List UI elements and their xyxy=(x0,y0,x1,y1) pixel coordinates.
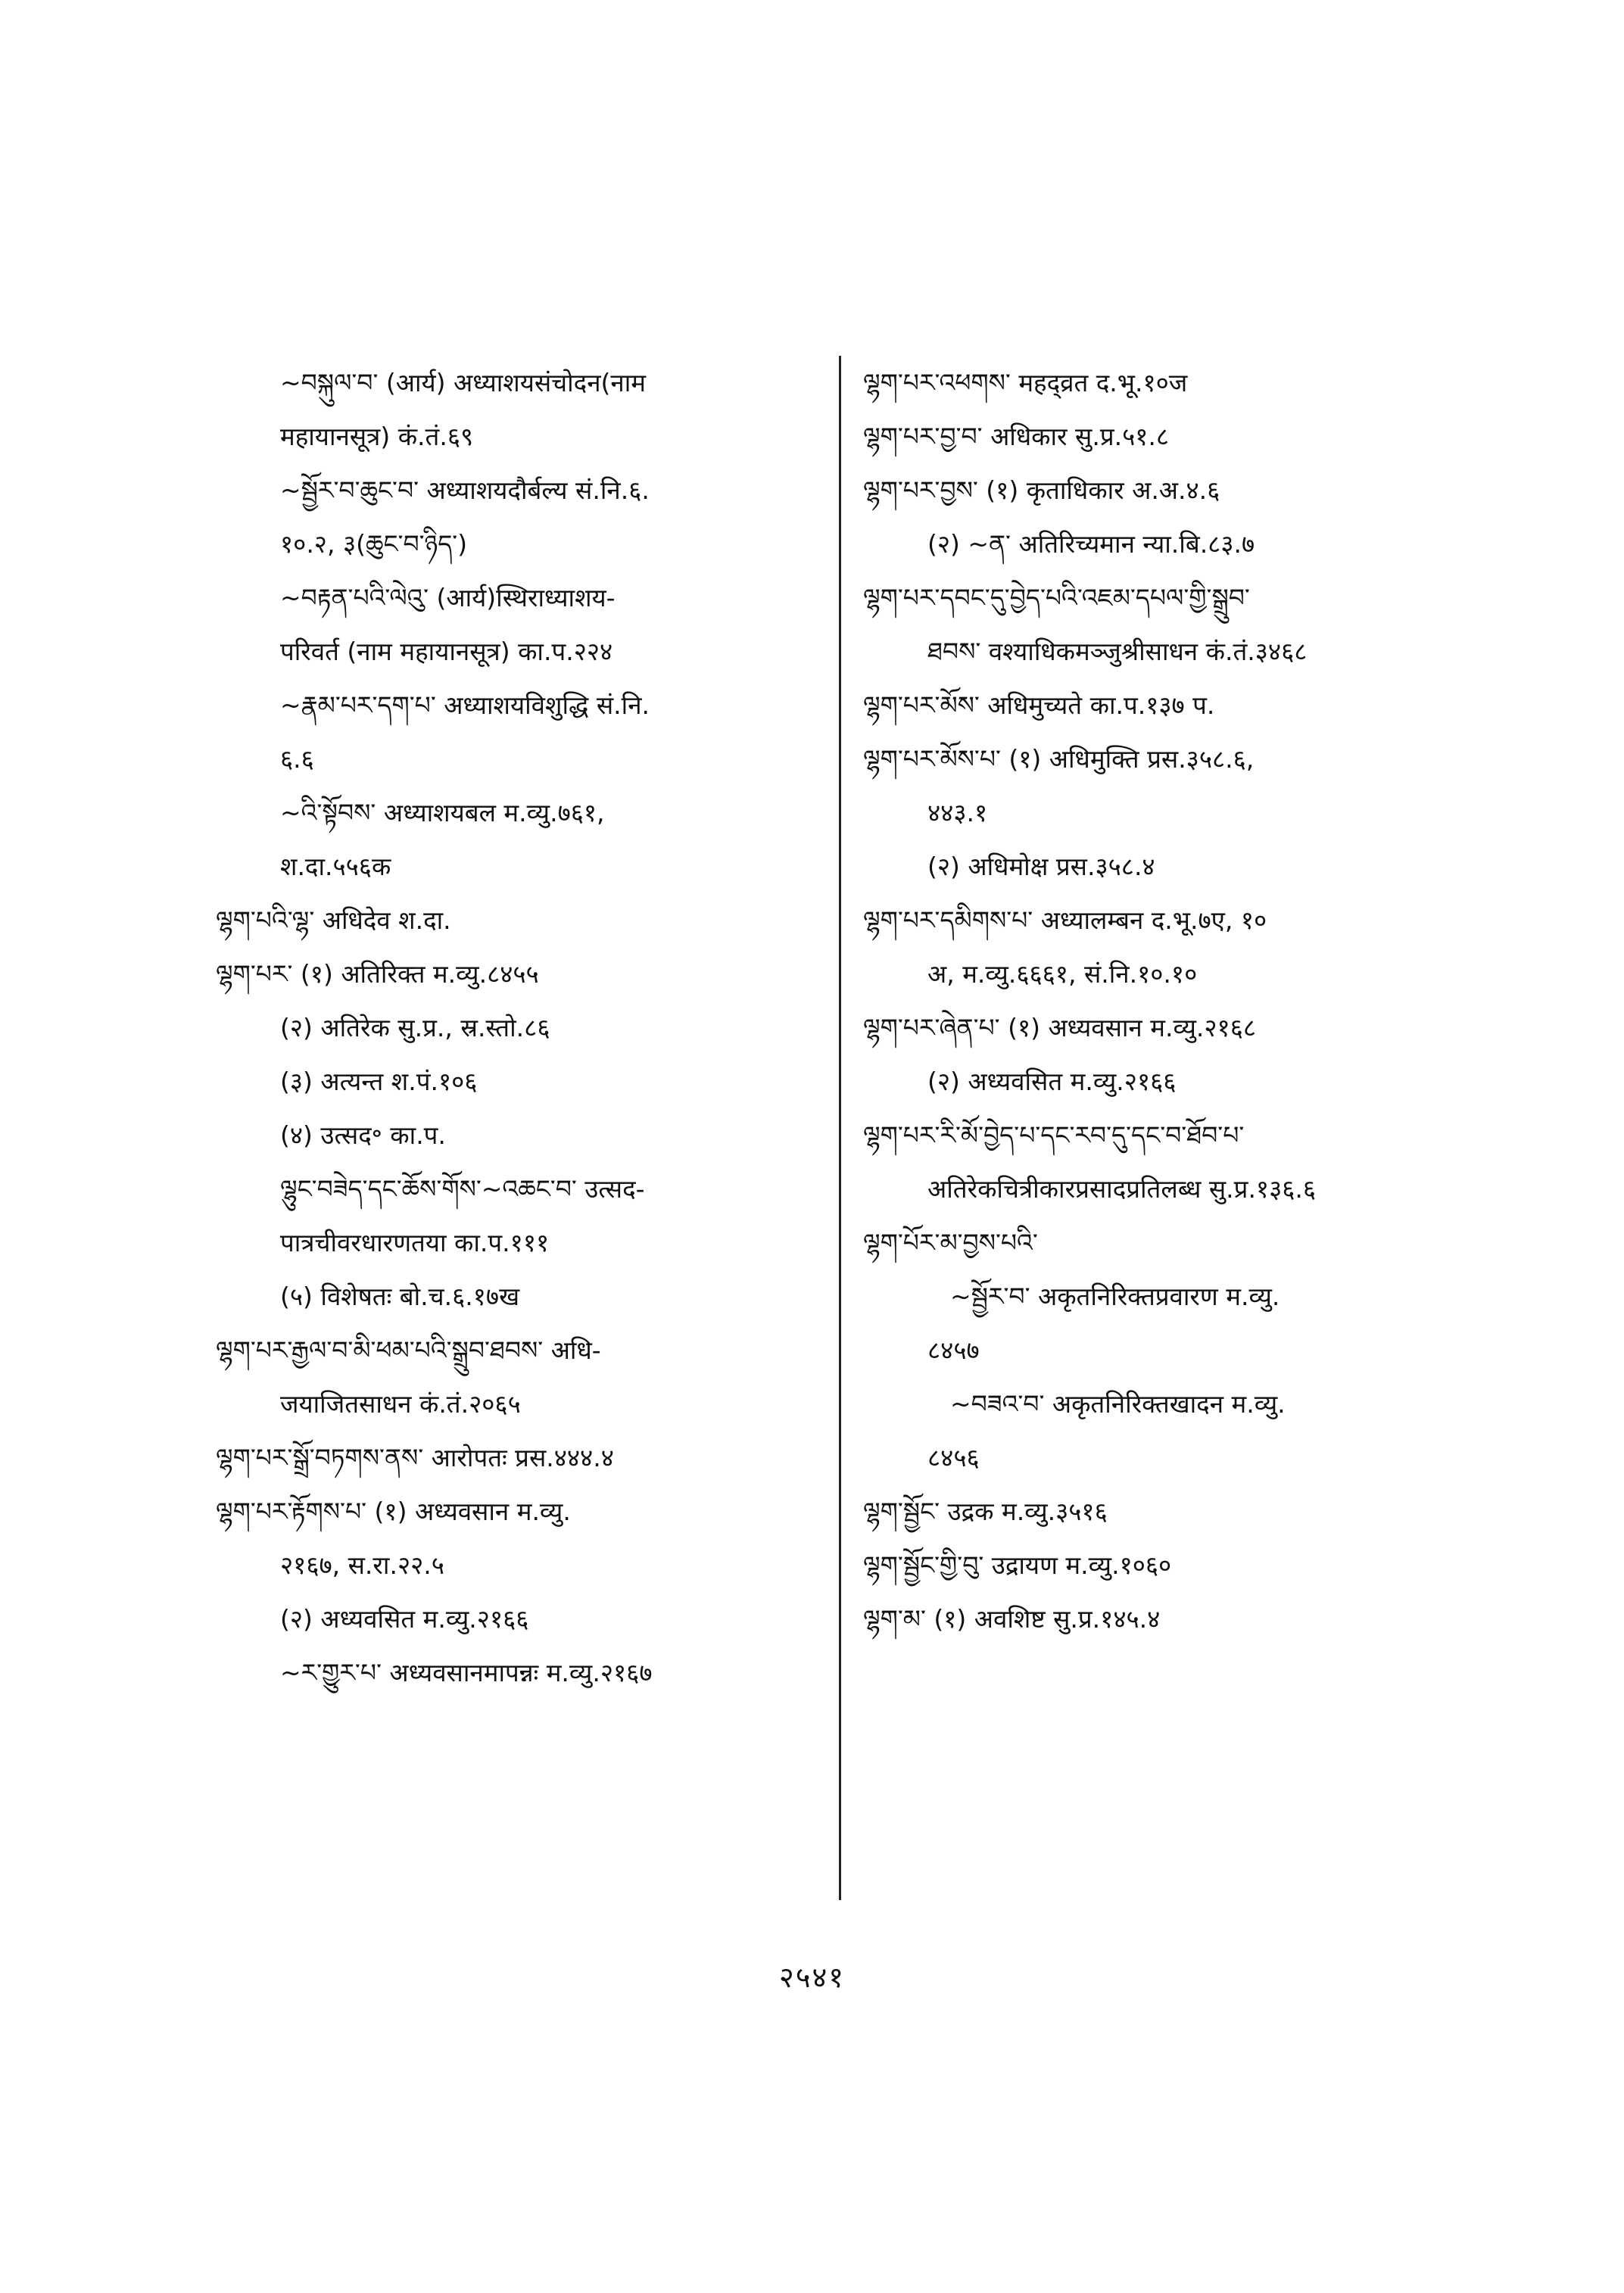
column-divider xyxy=(839,356,841,1900)
dictionary-entry-line: ལྷག་པར་དབང་དུ་བྱེད་པའི་འཇམ་དཔལ་གྱི་སྒྲུབ་ xyxy=(863,583,1250,612)
dictionary-entry-line: ལྷག་སྦྱོང་གྱི་བུ་ उद्रायण म.व्यु.१०६० xyxy=(863,1550,1172,1580)
dictionary-entry-line: ལྷག་པའི་ལྷ་ अधिदेव श.दा. xyxy=(216,905,451,935)
dictionary-entry-line: २१६७, स.रा.२२.५ xyxy=(280,1550,444,1580)
dictionary-entry-line: ४४३.१ xyxy=(927,798,988,827)
dictionary-entry-line: ८४५७ xyxy=(927,1335,980,1365)
left-column xyxy=(216,356,829,1699)
dictionary-entry-line: ८४५६ xyxy=(927,1443,980,1472)
dictionary-entry-line: ལྷག་པར་བྱ་བ་ अधिकार सु.प्र.५१.८ xyxy=(863,422,1170,451)
dictionary-entry-line: (२) अध्यवसित म.व्यु.२१६६ xyxy=(280,1604,529,1634)
dictionary-entry-line: (२) अतिरेक सु.प्र., स्र.स्तो.८६ xyxy=(280,1013,550,1042)
dictionary-entry-line: ལྷག་པར་བྱས་ (१) कृताधिकार अ.अ.४.६ xyxy=(863,475,1220,505)
dictionary-entry-line: ལྷག་མ་ (१) अवशिष्ट सु.प्र.१४५.४ xyxy=(863,1604,1161,1634)
dictionary-entry-line: अतिरेकचित्रीकारप्रसादप्रतिलब्ध सु.प्र.१३६.६ xyxy=(927,1174,1317,1204)
right-column xyxy=(863,356,1469,1646)
dictionary-entry-line: ལྷག་པར་རྒྱལ་བ་མི་ཕམ་པའི་སྒྲུབ་ཐབས་ अधि- xyxy=(216,1335,601,1365)
dictionary-entry-line: परिवर्त (नाम महायानसूत्र) का.प.२२४ xyxy=(280,637,613,666)
dictionary-entry-line: ~སྦྱོར་བ་ཆུང་བ་ अध्याशयदौर्बल्य सं.नि.६. xyxy=(280,475,650,505)
dictionary-entry-line: ལྷག་པར་སྒྲོ་བཏགས་ནས་ आरोपतः प्रस.४४४.४ xyxy=(216,1443,614,1472)
dictionary-entry-line: ལྷག་པར་ཞེན་པ་ (१) अध्यवसान म.व्यु.२१६८ xyxy=(863,1013,1257,1042)
dictionary-entry-line: ཐབས་ वश्याधिकमञ्जुश्रीसाधन कं.तं.३४६८ xyxy=(927,637,1308,666)
dictionary-entry-line: महायानसूत्र) कं.तं.६९ xyxy=(280,422,474,451)
dictionary-entry-line: ལྷག་པར་ (१) अतिरिक्त म.व्यु.८४५५ xyxy=(216,959,539,989)
dictionary-entry-line: ལྷག་པར་རྟོགས་པ་ (१) अध्यवसान म.व्यु. xyxy=(216,1497,571,1526)
dictionary-entry-line: ལྷག་པར་རི་མོ་བྱེད་པ་དང་རབ་དུ་དང་བ་ཐོབ་པ་ xyxy=(863,1120,1245,1150)
dictionary-entry-line: (४) उत्सद॰ का.प. xyxy=(280,1120,446,1150)
dictionary-entry-line: ལྷག་པར་དམིགས་པ་ अध्यालम्बन द.भू.७ए, १० xyxy=(863,905,1267,935)
dictionary-entry-line: (२) अधिमोक्ष प्रस.३५८.४ xyxy=(927,852,1155,881)
dictionary-entry-line: ལྷག་པར་འཕགས་ महद्व्रत द.भू.१०ज xyxy=(863,368,1188,397)
dictionary-entry-line: ལྷུང་བཟེད་དང་ཆོས་གོས་~འཆང་བ་ उत्सद- xyxy=(280,1174,645,1204)
dictionary-entry-line: श.दा.५५६क xyxy=(280,852,391,881)
dictionary-entry-line: ལྷག་པོར་མ་བྱས་པའི་ xyxy=(863,1228,1038,1257)
dictionary-entry-line: ལྷག་སྦྱོང་ उद्रक म.व्यु.३५१६ xyxy=(863,1497,1108,1526)
dictionary-entry-line: जयाजितसाधन कं.तं.२०६५ xyxy=(280,1389,521,1419)
dictionary-entry-line: पात्रचीवरधारणतया का.प.१११ xyxy=(280,1228,550,1257)
dictionary-entry-line: ~སྦྱོར་བ་ अकृतनिरिक्तप्रवारण म.व्यु. xyxy=(950,1282,1280,1311)
dictionary-entry-line: (३) अत्यन्त श.पं.१०६ xyxy=(280,1067,478,1096)
dictionary-entry-line: ~ར་གྱུར་པ་ अध्यवसानमापन्नः म.व्यु.२१६७ xyxy=(280,1658,653,1687)
dictionary-entry-line: ६.६ xyxy=(280,744,314,774)
dictionary-entry-line: ~འི་སྟོབས་ अध्याशयबल म.व्यु.७६१, xyxy=(280,798,605,827)
dictionary-entry-line: ལྷག་པར་མོས་ अधिमुच्यते का.प.१३७ प. xyxy=(863,690,1215,720)
dictionary-entry-line: ~རྣམ་པར་དག་པ་ अध्याशयविशुद्धि सं.नि. xyxy=(280,690,650,720)
dictionary-entry-line: (२) ~ན་ अतिरिच्यमान न्या.बि.८३.७ xyxy=(927,529,1255,559)
dictionary-entry-line: १०.२, ३(ཆུང་བ་ཉིད་) xyxy=(280,529,468,559)
dictionary-entry-line: अ, म.व्यु.६६६१, सं.नि.१०.१० xyxy=(927,959,1198,989)
dictionary-entry-line: (५) विशेषतः बो.च.६.१७ख xyxy=(280,1282,520,1311)
dictionary-entry-line: (२) अध्यवसित म.व्यु.२१६६ xyxy=(927,1067,1177,1096)
page-number: २५४१ xyxy=(778,1961,846,1994)
dictionary-entry-line: ~བརྟན་པའི་ལེའུ་ (आर्य)स्थिराध्याशय- xyxy=(280,583,616,612)
dictionary-entry-line: ~བསྐུལ་བ་ (आर्य) अध्याशयसंचोदन(नाम xyxy=(280,368,646,397)
dictionary-entry-line: ལྷག་པར་མོས་པ་ (१) अधिमुक्ति प्रस.३५८.६, xyxy=(863,744,1255,774)
dictionary-entry-line: ~བཟའ་བ་ अकृतनिरिक्तखादन म.व्यु. xyxy=(950,1389,1286,1419)
